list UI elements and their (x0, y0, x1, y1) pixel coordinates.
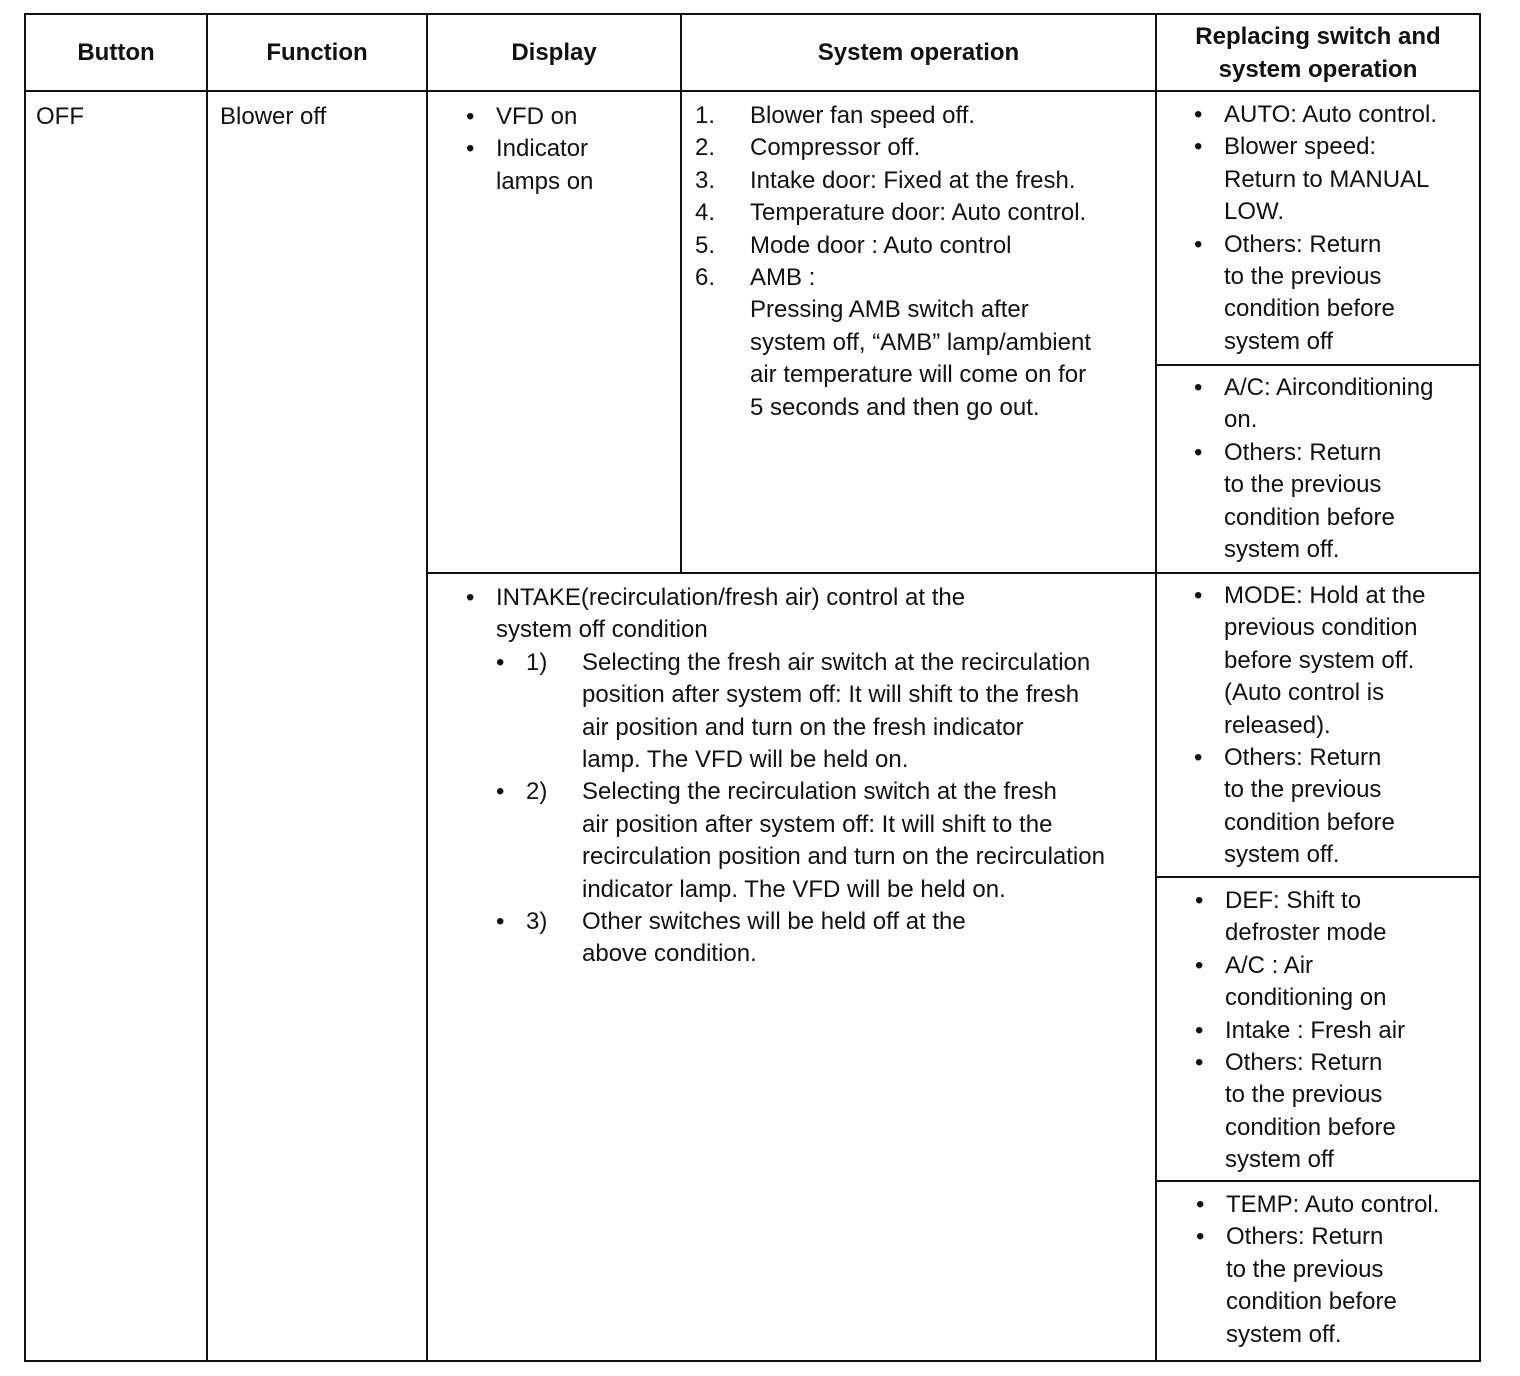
sysop-text: Temperature door: Auto control. (750, 199, 1087, 227)
button-value: OFF (36, 103, 84, 130)
replace-item: • A/C: Airconditioning on. (1194, 372, 1476, 437)
sysop-item (695, 262, 1155, 424)
replace-item: • Others: Return to the previous condition before system off (1195, 1047, 1477, 1177)
replace-item: • AUTO: Auto control. (1194, 99, 1476, 131)
header-system-operation-label: System operation (817, 39, 1020, 66)
sysop-item (695, 230, 1155, 262)
replace-item: • TEMP: Auto control. (1196, 1189, 1478, 1221)
sysop-text: AMB : Pressing AMB switch after system off, “AMB” lamp/ambient air temperature will come on for 5 seconds and then go out. (750, 264, 1091, 421)
header-display-label: Display (511, 39, 597, 66)
sysop-text: Compressor off. (750, 134, 921, 162)
intake-step (496, 776, 1156, 906)
cell-display (466, 101, 676, 198)
replace-item: • Others: Return to the previous condition before system off. (1196, 1221, 1478, 1351)
intake-heading: • INTAKE(recirculation/fresh air) control at the system off condition (496, 584, 966, 644)
replace-cell-temp (1196, 1189, 1478, 1351)
sysop-text: Blower fan speed off. (750, 102, 976, 129)
header-button-label: Button (77, 39, 155, 66)
intake-step-text: Other switches will be held off at the above condition. (582, 908, 966, 968)
cell-button (36, 101, 201, 133)
sysop-num: 1. (695, 102, 716, 129)
sysop-num: 6. (695, 264, 716, 292)
header-function (207, 14, 427, 91)
replace-cell-def (1195, 885, 1477, 1177)
header-display (427, 14, 681, 91)
sysop-num: 3. (695, 166, 716, 194)
sysop-text: Mode door : Auto control (750, 231, 1012, 259)
intake-step-text: Selecting the fresh air switch at the recirculation position after system off: It will shift to the fresh air position and turn on the fresh indicator lamp. The VFD will be held on. (582, 648, 1091, 774)
sysop-num: 4. (695, 199, 716, 227)
replace-item: • Blower speed: Return to MANUAL LOW. (1194, 131, 1476, 228)
sysop-num: 5. (695, 231, 716, 259)
intake-step (496, 647, 1156, 777)
sysop-item (695, 165, 1155, 197)
intake-step-num: • 1) (526, 648, 548, 676)
intake-step (496, 906, 1156, 971)
intake-step-text: Selecting the recirculation switch at the fresh air position after system off: It will shift to the recirculation position and turn on the recirculation indicator lamp. The VFD will be held on. (582, 778, 1105, 903)
replace-item: • Intake : Fresh air (1195, 1015, 1477, 1047)
cell-intake (466, 582, 1156, 971)
header-replacing (1156, 14, 1480, 91)
sysop-item (695, 197, 1155, 229)
replace-item: • A/C : Air conditioning on (1195, 950, 1477, 1015)
replace-item: • DEF: Shift to defroster mode (1195, 885, 1477, 950)
sysop-text: Intake door: Fixed at the fresh. (750, 166, 1076, 194)
replace-cell-auto (1194, 99, 1476, 358)
intake-step-num: • 2) (526, 778, 548, 806)
replace-cell-ac (1194, 372, 1476, 566)
sysop-num: 2. (695, 134, 716, 162)
replace-item: • Others: Return to the previous condition before system off. (1194, 742, 1476, 872)
cell-function (220, 101, 420, 133)
sysop-item (695, 100, 1155, 132)
replace-item: • Others: Return to the previous condition before system off. (1194, 437, 1476, 567)
replace-item: • Others: Return to the previous condition before system off (1194, 229, 1476, 359)
intake-item (466, 582, 1156, 971)
header-function-label: Function (266, 39, 368, 66)
intake-step-num: • 3) (526, 908, 548, 936)
function-value: Blower off (220, 103, 327, 130)
cell-system-operation (695, 100, 1155, 424)
header-replacing-label: Replacing switch and system operation (1195, 22, 1441, 83)
replace-cell-mode (1194, 580, 1476, 872)
display-item: • VFD on (466, 101, 676, 133)
sysop-item (695, 132, 1155, 164)
header-system-operation (681, 14, 1156, 91)
display-item: • Indicator lamps on (466, 133, 676, 198)
replace-item: • MODE: Hold at the previous condition before system off. (Auto control is released). (1194, 580, 1476, 742)
header-button (25, 14, 207, 91)
